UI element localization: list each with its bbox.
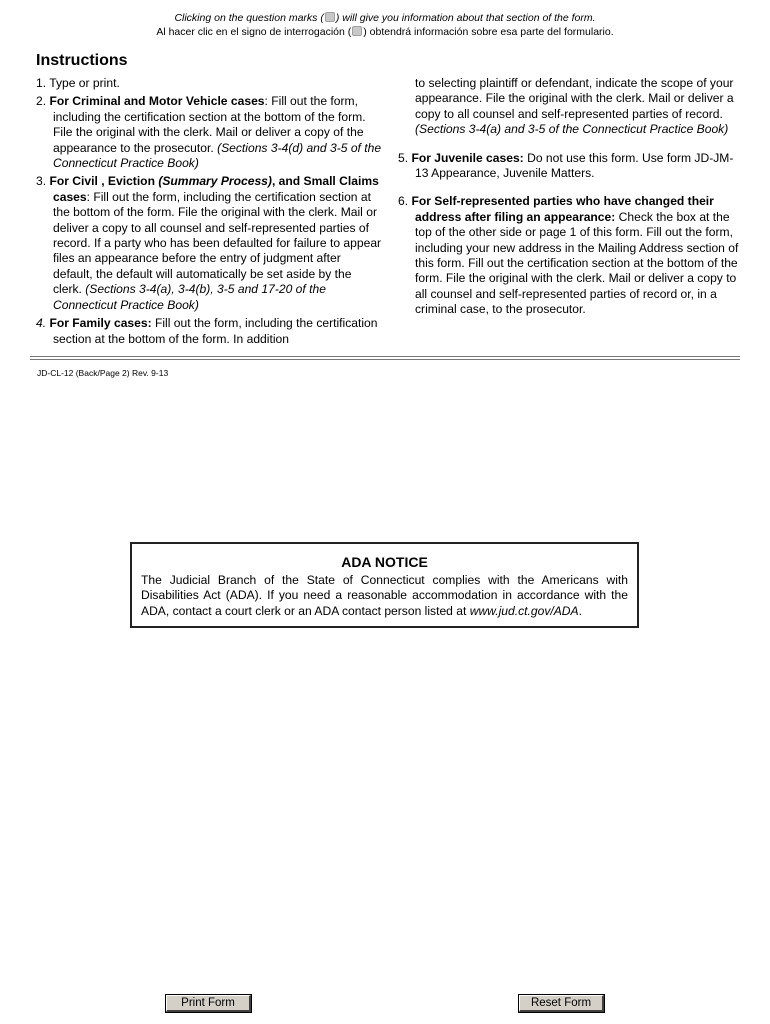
item-3-heading-c: , and Small Claims cases — [53, 174, 379, 204]
divider-line-bottom — [30, 359, 740, 360]
instruction-item-4-continued — [398, 76, 740, 138]
hint-en-before: Clicking on the question marks ( — [174, 12, 324, 24]
item-3-heading-a: For Civil , Eviction — [49, 174, 159, 189]
item-5-heading: For Juvenile cases: — [411, 150, 524, 165]
instruction-item-5 — [398, 151, 740, 182]
instructions-right-column — [398, 76, 740, 318]
hint-es-after: ) obtendrá información sobre esa parte del formulario. — [363, 25, 614, 38]
item-4-continued-text: to selecting plaintiff or defendant, indicate the scope of your appearance. File the original with the clerk. Mail or deliver a copy to all counsel and self-represented parties of record. — [415, 76, 734, 121]
question-mark-icon — [352, 26, 362, 36]
instruction-item-6 — [398, 194, 740, 317]
ada-notice-box — [130, 542, 639, 628]
item-6-heading: For Self-represented parties who have changed their address after filing an appearance: — [411, 194, 714, 224]
item-2-citation: (Sections 3-4(d) and 3-5 of the Connecticut Practice Book) — [53, 140, 382, 171]
question-mark-icon — [325, 12, 335, 22]
item-5-number: 5. — [398, 150, 412, 165]
ada-notice-body — [141, 573, 628, 619]
instruction-item-4 — [36, 316, 382, 347]
instruction-item-1: 1. Type or print. — [36, 76, 120, 90]
print-form-button[interactable]: Print Form — [166, 995, 251, 1012]
item-2-number: 2. — [36, 94, 50, 109]
help-hint-english — [0, 12, 770, 26]
item-2-text: : Fill out the form, including the certification section at the bottom of the form. File the original with the clerk. Mail or deliver a copy of the appearance to the prosecutor. — [53, 94, 366, 155]
help-hint-spanish — [0, 26, 770, 40]
ada-notice-end: . — [578, 603, 582, 618]
instruction-item-3 — [36, 174, 382, 313]
divider-line-top — [30, 356, 740, 357]
instructions-left-column — [36, 76, 382, 347]
item-2-heading: For Criminal and Motor Vehicle cases — [49, 94, 265, 109]
form-id: JD-CL-12 (Back/Page 2) Rev. 9-13 — [37, 368, 169, 378]
item-5-text: Do not use this form. Use form JD-JM-13 Appearance, Juvenile Matters. — [415, 150, 734, 181]
hint-es-before: Al hacer clic en el signo de interrogación ( — [156, 25, 352, 38]
item-3-text: : Fill out the form, including the certification section at the bottom of the form. File the original with the clerk. Mail or deliver a copy to all counsel and self-represented parties of record. If a party who has been defaulted for failure to appear files an appearance before the entry of judgment after default, the default will automatically be set aside by the clerk. — [53, 189, 382, 297]
hint-en-after: ) will give you information about that section of the form. — [335, 12, 596, 24]
ada-url: www.jud.ct.gov/ADA — [469, 603, 579, 618]
reset-form-button[interactable]: Reset Form — [519, 995, 604, 1012]
item-3-number: 3. — [36, 174, 50, 189]
ada-notice-text: The Judicial Branch of the State of Connecticut complies with the Americans with Disabilities Act (ADA). If you need a reasonable accommodation in accordance with the ADA, contact a court clerk or an ADA contact person listed at — [141, 573, 628, 618]
item-4-citation: (Sections 3-4(a) and 3-5 of the Connecticut Practice Book) — [415, 122, 729, 137]
item-6-text: Check the box at the top of the other side or page 1 of this form. Fill out the form, including your new address in the Mailing Address section of this form. Fill out the certification section at the bottom of the form. File the original with the clerk. Mail or deliver a copy to all counsel and self-represented parties of record or, in a criminal case, to the prosecutor. — [415, 209, 739, 317]
item-4-text: Fill out the form, including the certification section at the bottom of the form. In addition — [53, 316, 378, 346]
item-4-number: 4. — [36, 316, 50, 331]
instructions-title: Instructions — [36, 52, 128, 69]
help-hint — [0, 12, 770, 39]
item-3-citation: (Sections 3-4(a), 3-4(b), 3-5 and 17-20 of the Connecticut Practice Book) — [53, 282, 326, 312]
ada-notice-title: ADA NOTICE — [341, 554, 428, 570]
item-4-heading: For Family cases: — [49, 316, 152, 331]
item-3-heading-b: (Summary Process) — [158, 174, 272, 189]
instruction-item-2 — [36, 94, 382, 171]
item-6-number: 6. — [398, 194, 412, 209]
